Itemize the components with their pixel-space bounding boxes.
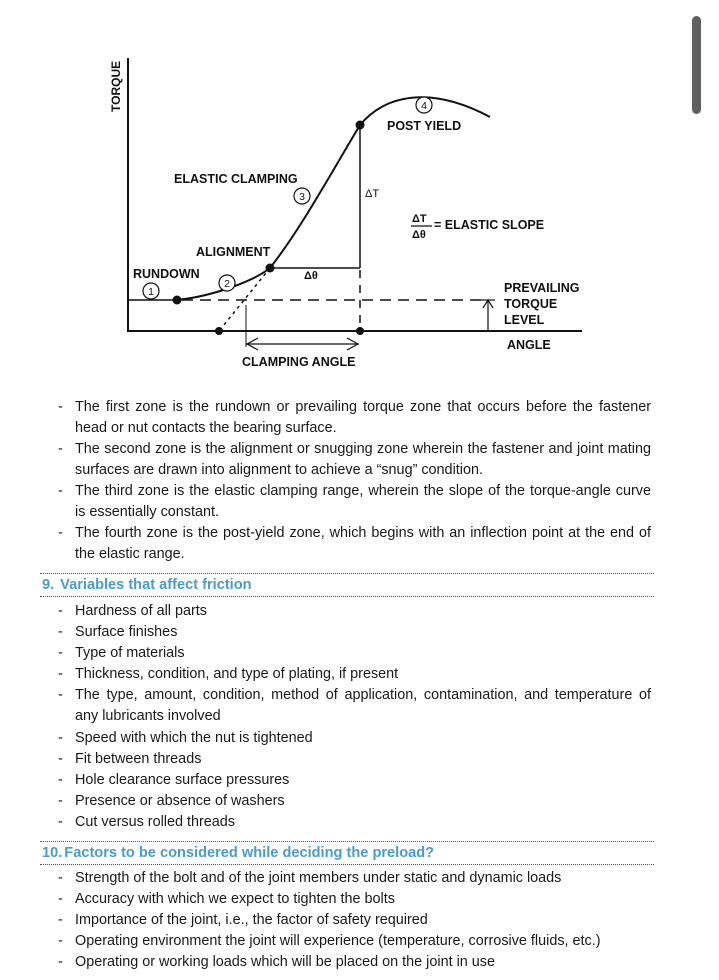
zone-1-number: 1: [148, 286, 154, 298]
delta-theta-label: Δθ: [304, 270, 318, 282]
axis-y-label: TORQUE: [109, 60, 123, 112]
list-item: - The third zone is the elastic clamping range, wherein the slope of the torque-angle curve is essentially constant.: [0, 481, 719, 523]
list-item: - Presence or absence of washers: [0, 791, 719, 812]
section-9-heading: [40, 573, 654, 597]
zone-4-label: POST YIELD: [387, 119, 462, 133]
friction-variables-list: [0, 601, 719, 833]
slope-numerator: ΔT: [412, 213, 427, 225]
section-9-number: 9.: [42, 577, 55, 593]
zone-3-label: ELASTIC CLAMPING: [174, 172, 298, 186]
list-item: - Cut versus rolled threads: [0, 812, 719, 833]
zones-list: [0, 397, 719, 565]
list-item: - Hardness of all parts: [0, 601, 719, 622]
section-10-number: 10.: [42, 845, 63, 861]
delta-t-label: ΔT: [365, 188, 380, 200]
section-10-title: Factors to be considered while deciding the preload?: [64, 845, 435, 861]
torque-angle-diagram: [0, 0, 719, 380]
zone-2-number: 2: [224, 278, 230, 290]
section-10-heading: [40, 841, 654, 865]
list-item: - Fit between threads: [0, 749, 719, 770]
list-item: - Strength of the bolt and of the joint members under static and dynamic loads: [0, 868, 719, 889]
zone-1-label: RUNDOWN: [133, 267, 200, 281]
list-item: - Hole clearance surface pressures: [0, 770, 719, 791]
list-item: - The second zone is the alignment or snugging zone wherein the fastener and joint mating surfaces are drawn into alignment to achieve a “snug” condition.: [0, 439, 719, 481]
clamping-angle-label: CLAMPING ANGLE: [242, 355, 356, 369]
axis-x-label: ANGLE: [507, 338, 551, 352]
yield-point: [356, 121, 365, 130]
prevailing-label-line-2: TORQUE: [504, 297, 558, 311]
list-item: - Importance of the joint, i.e., the factor of safety required: [0, 910, 719, 931]
list-item: - Operating environment the joint will experience (temperature, corrosive fluids, etc.): [0, 931, 719, 952]
slope-label: = ELASTIC SLOPE: [434, 218, 545, 232]
preload-factors-list: [0, 868, 719, 973]
list-item: - The fourth zone is the post-yield zone, which begins with an inflection point at the end of the elastic range.: [0, 523, 719, 565]
list-item: - Operating or working loads which will be placed on the joint in use: [0, 952, 719, 973]
alignment-point: [266, 264, 275, 273]
list-item: - Speed with which the nut is tightened: [0, 728, 719, 749]
prevailing-label-line-1: PREVAILING: [504, 281, 580, 295]
prevailing-label-line-3: LEVEL: [504, 313, 545, 327]
list-item: - The type, amount, condition, method of application, contamination, and temperature of any lubricants involved: [0, 685, 719, 727]
rundown-point: [173, 296, 182, 305]
list-item: - Type of materials: [0, 643, 719, 664]
list-item: - Surface finishes: [0, 622, 719, 643]
zone-2-label: ALIGNMENT: [196, 245, 271, 259]
x-intercept-point: [215, 327, 223, 335]
section-9-title: Variables that affect friction: [60, 577, 252, 593]
zone-3-number: 3: [299, 191, 305, 203]
list-item: - The first zone is the rundown or prevailing torque zone that occurs before the fastener head or nut contacts the bearing surface.: [0, 397, 719, 439]
zone-4-number: 4: [421, 100, 427, 112]
list-item: - Accuracy with which we expect to tighten the bolts: [0, 889, 719, 910]
slope-denominator: Δθ: [412, 229, 426, 241]
list-item: - Thickness, condition, and type of plating, if present: [0, 664, 719, 685]
clamping-end-point: [356, 327, 364, 335]
